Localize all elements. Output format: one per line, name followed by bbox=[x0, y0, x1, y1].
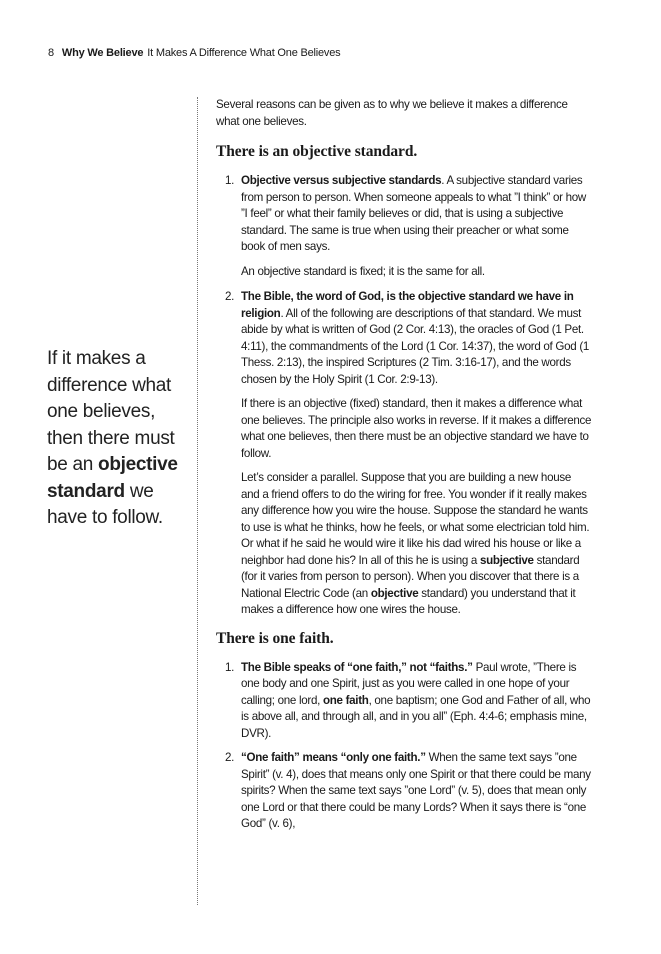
list-item bbox=[216, 750, 592, 833]
pull-quote bbox=[47, 346, 187, 532]
list-number: 2. bbox=[225, 751, 235, 764]
text-run: Paul wrote, ”There is one body and one Spirit, just as you were called in one hope of your calling; one lord, bbox=[241, 660, 577, 707]
item-paragraph bbox=[241, 173, 592, 256]
item-text: When the same text says ”one Spirit” (v. 4), does that means only one Spirit or that there could be many spirits? When the same text says ”one Lord” (v. 5), does that mean only one Lord or that there could be many Lords? When it says there is “one God” (v. 6), bbox=[241, 751, 591, 830]
list-number: 1. bbox=[225, 660, 235, 674]
section-heading: There is one faith. bbox=[216, 629, 334, 647]
text-run: standard) you understand that it makes a difference how one wires the house. bbox=[241, 586, 576, 616]
item-lead: Objective versus subjective standards bbox=[241, 174, 442, 187]
emphasis-subjective: subjective bbox=[480, 553, 534, 567]
text-run: Let’s consider a parallel. Suppose that you are building a new house and a friend offers to do the wiring for free. You wonder if it really makes any difference how you wire the house. Suppose the standard he wants to use is what he thinks, how he feels, or what some electrician told him. Or what if he said he would wire it like his dad wired his house or like a neighbor had done his? In all of this he is using a bbox=[241, 471, 590, 567]
item-paragraph: If there is an objective (fixed) standard, then it makes a difference what one believes. The principle also works in reverse. If it makes a difference what one believes, then there must be an objective standard we have to follow. bbox=[241, 397, 592, 460]
section-one-faith bbox=[216, 629, 592, 833]
page-number: 8 bbox=[48, 47, 54, 59]
emphasis-one-faith: one faith bbox=[322, 693, 369, 707]
item-paragraph bbox=[241, 750, 592, 833]
item-text: . A subjective standard varies from person to person. When someone appeals to what ”I think” or how ”I feel” or what their family believes or did, that is using a subjective standard. The same is true when using their preacher or what some book of men says. bbox=[241, 174, 586, 253]
emphasis-objective: objective bbox=[370, 586, 419, 600]
item-paragraph bbox=[241, 660, 592, 743]
item-paragraph bbox=[241, 289, 592, 388]
chapter-title: It Makes A Difference What One Believes bbox=[147, 47, 341, 59]
list-number: 2. bbox=[225, 290, 235, 303]
item-lead: “One faith” means “only one faith.” bbox=[241, 751, 426, 764]
list-item bbox=[216, 173, 592, 280]
column-divider bbox=[197, 97, 198, 905]
book-title: Why We Believe bbox=[61, 47, 144, 59]
item-paragraph bbox=[241, 470, 592, 619]
item-lead: The Bible speaks of “one faith,” not “faiths.” bbox=[241, 660, 473, 674]
text-run: , one baptism; one God and Father of all, who is above all, and through all, and in you all” (Eph. 4:4-6; emphasis mine, DVR). bbox=[241, 693, 591, 740]
section-objective-standard bbox=[216, 142, 592, 619]
intro-paragraph: Several reasons can be given as to why we believe it makes a difference what one believes. bbox=[216, 98, 568, 128]
list-number: 1. bbox=[225, 174, 235, 187]
main-column bbox=[216, 97, 592, 841]
pull-quote-emphasis: objective standard bbox=[47, 454, 178, 502]
pull-quote-tail: we have to follow. bbox=[47, 480, 163, 528]
section-heading: There is an objective standard. bbox=[216, 143, 418, 160]
text-run: standard (for it varies from person to person). When you discover that there is a National Electric Code (an bbox=[241, 553, 580, 600]
running-header bbox=[48, 47, 340, 59]
item-paragraph: An objective standard is fixed; it is the same for all. bbox=[241, 264, 485, 278]
list-item bbox=[216, 289, 592, 619]
list-item bbox=[216, 660, 592, 743]
item-text: . All of the following are descriptions of that standard. We must abide by what is written of God (2 Cor. 4:13), the oracles of God (1 Pet. 4:11), the commandments of the Lord (1 Cor. 14:37), the word of God (1 Thess. 2:13), the inspired Scriptures (2 Tim. 3:16-17), and the words chosen by the Holy Spirit (1 Cor. 2:9-13). bbox=[241, 306, 590, 386]
pull-quote-lead: If it makes a difference what one believes, then there must be an bbox=[47, 348, 175, 475]
item-lead: The Bible, the word of God, is the objective standard we have in religion bbox=[241, 290, 574, 320]
